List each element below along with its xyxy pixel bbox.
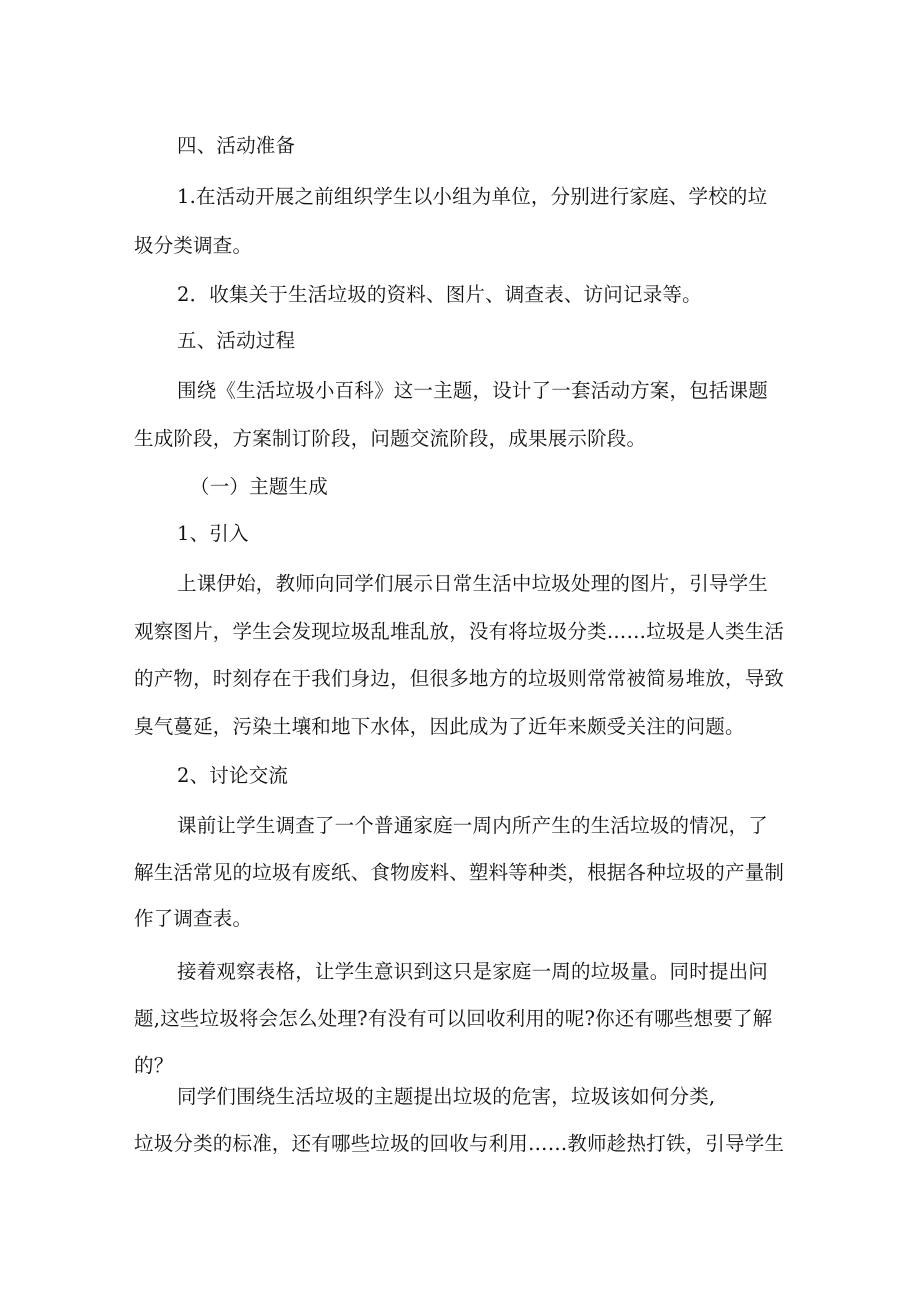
heading-activity-process: 五、活动过程	[177, 329, 296, 352]
paragraph-line: 题,这些垃圾将会怎么处理?有没有可以回收利用的呢?你还有哪些想要了解	[134, 1007, 773, 1030]
subheading-introduction: 1、引入	[177, 522, 249, 545]
paragraph-line: 垃圾分类的标准，还有哪些垃圾的回收与利用……教师趁热打铁，引导学生	[134, 1132, 785, 1155]
paragraph-line: 同学们围绕生活垃圾的主题提出垃圾的危害，垃圾该如何分类,	[177, 1085, 716, 1108]
paragraph-line: 课前让学生调查了一个普通家庭一周内所产生的生活垃圾的情况，了	[177, 814, 769, 837]
paragraph-line: 观察图片，学生会发现垃圾乱堆乱放，没有将垃圾分类……垃圾是人类生活	[134, 620, 785, 643]
paragraph-line: 2．收集关于生活垃圾的资料、图片、调查表、访问记录等。	[177, 283, 702, 306]
paragraph-line: 作了调查表。	[134, 907, 253, 930]
subheading-topic-generation: （一）主题生成	[190, 475, 328, 498]
paragraph-line: 上课伊始，教师向同学们展示日常生活中垃圾处理的图片，引导学生	[177, 572, 769, 595]
paragraph-line: 接着观察表格，让学生意识到这只是家庭一周的垃圾量。同时提出问	[177, 960, 769, 983]
paragraph-line: 生成阶段，方案制订阶段，问题交流阶段，成果展示阶段。	[134, 427, 647, 450]
paragraph-line: 围绕《生活垃圾小百科》这一主题，设计了一套活动方案，包括课题	[177, 379, 769, 402]
paragraph-line: 解生活常见的垃圾有废纸、食物废料、塑料等种类，根据各种垃圾的产量制	[134, 861, 785, 884]
heading-activity-preparation: 四、活动准备	[177, 134, 296, 157]
paragraph-line: 的产物，时刻存在于我们身边，但很多地方的垃圾则常常被简易堆放，导致	[134, 667, 785, 690]
paragraph-line: 圾分类调查。	[134, 234, 253, 257]
paragraph-line: 臭气蔓延，污染土壤和地下水体，因此成为了近年来颇受关注的问题。	[134, 715, 745, 738]
paragraph-line: 1.在活动开展之前组织学生以小组为单位，分别进行家庭、学校的垃	[177, 185, 768, 208]
paragraph-line: 的？	[134, 1054, 174, 1077]
subheading-discussion: 2、讨论交流	[177, 764, 289, 787]
